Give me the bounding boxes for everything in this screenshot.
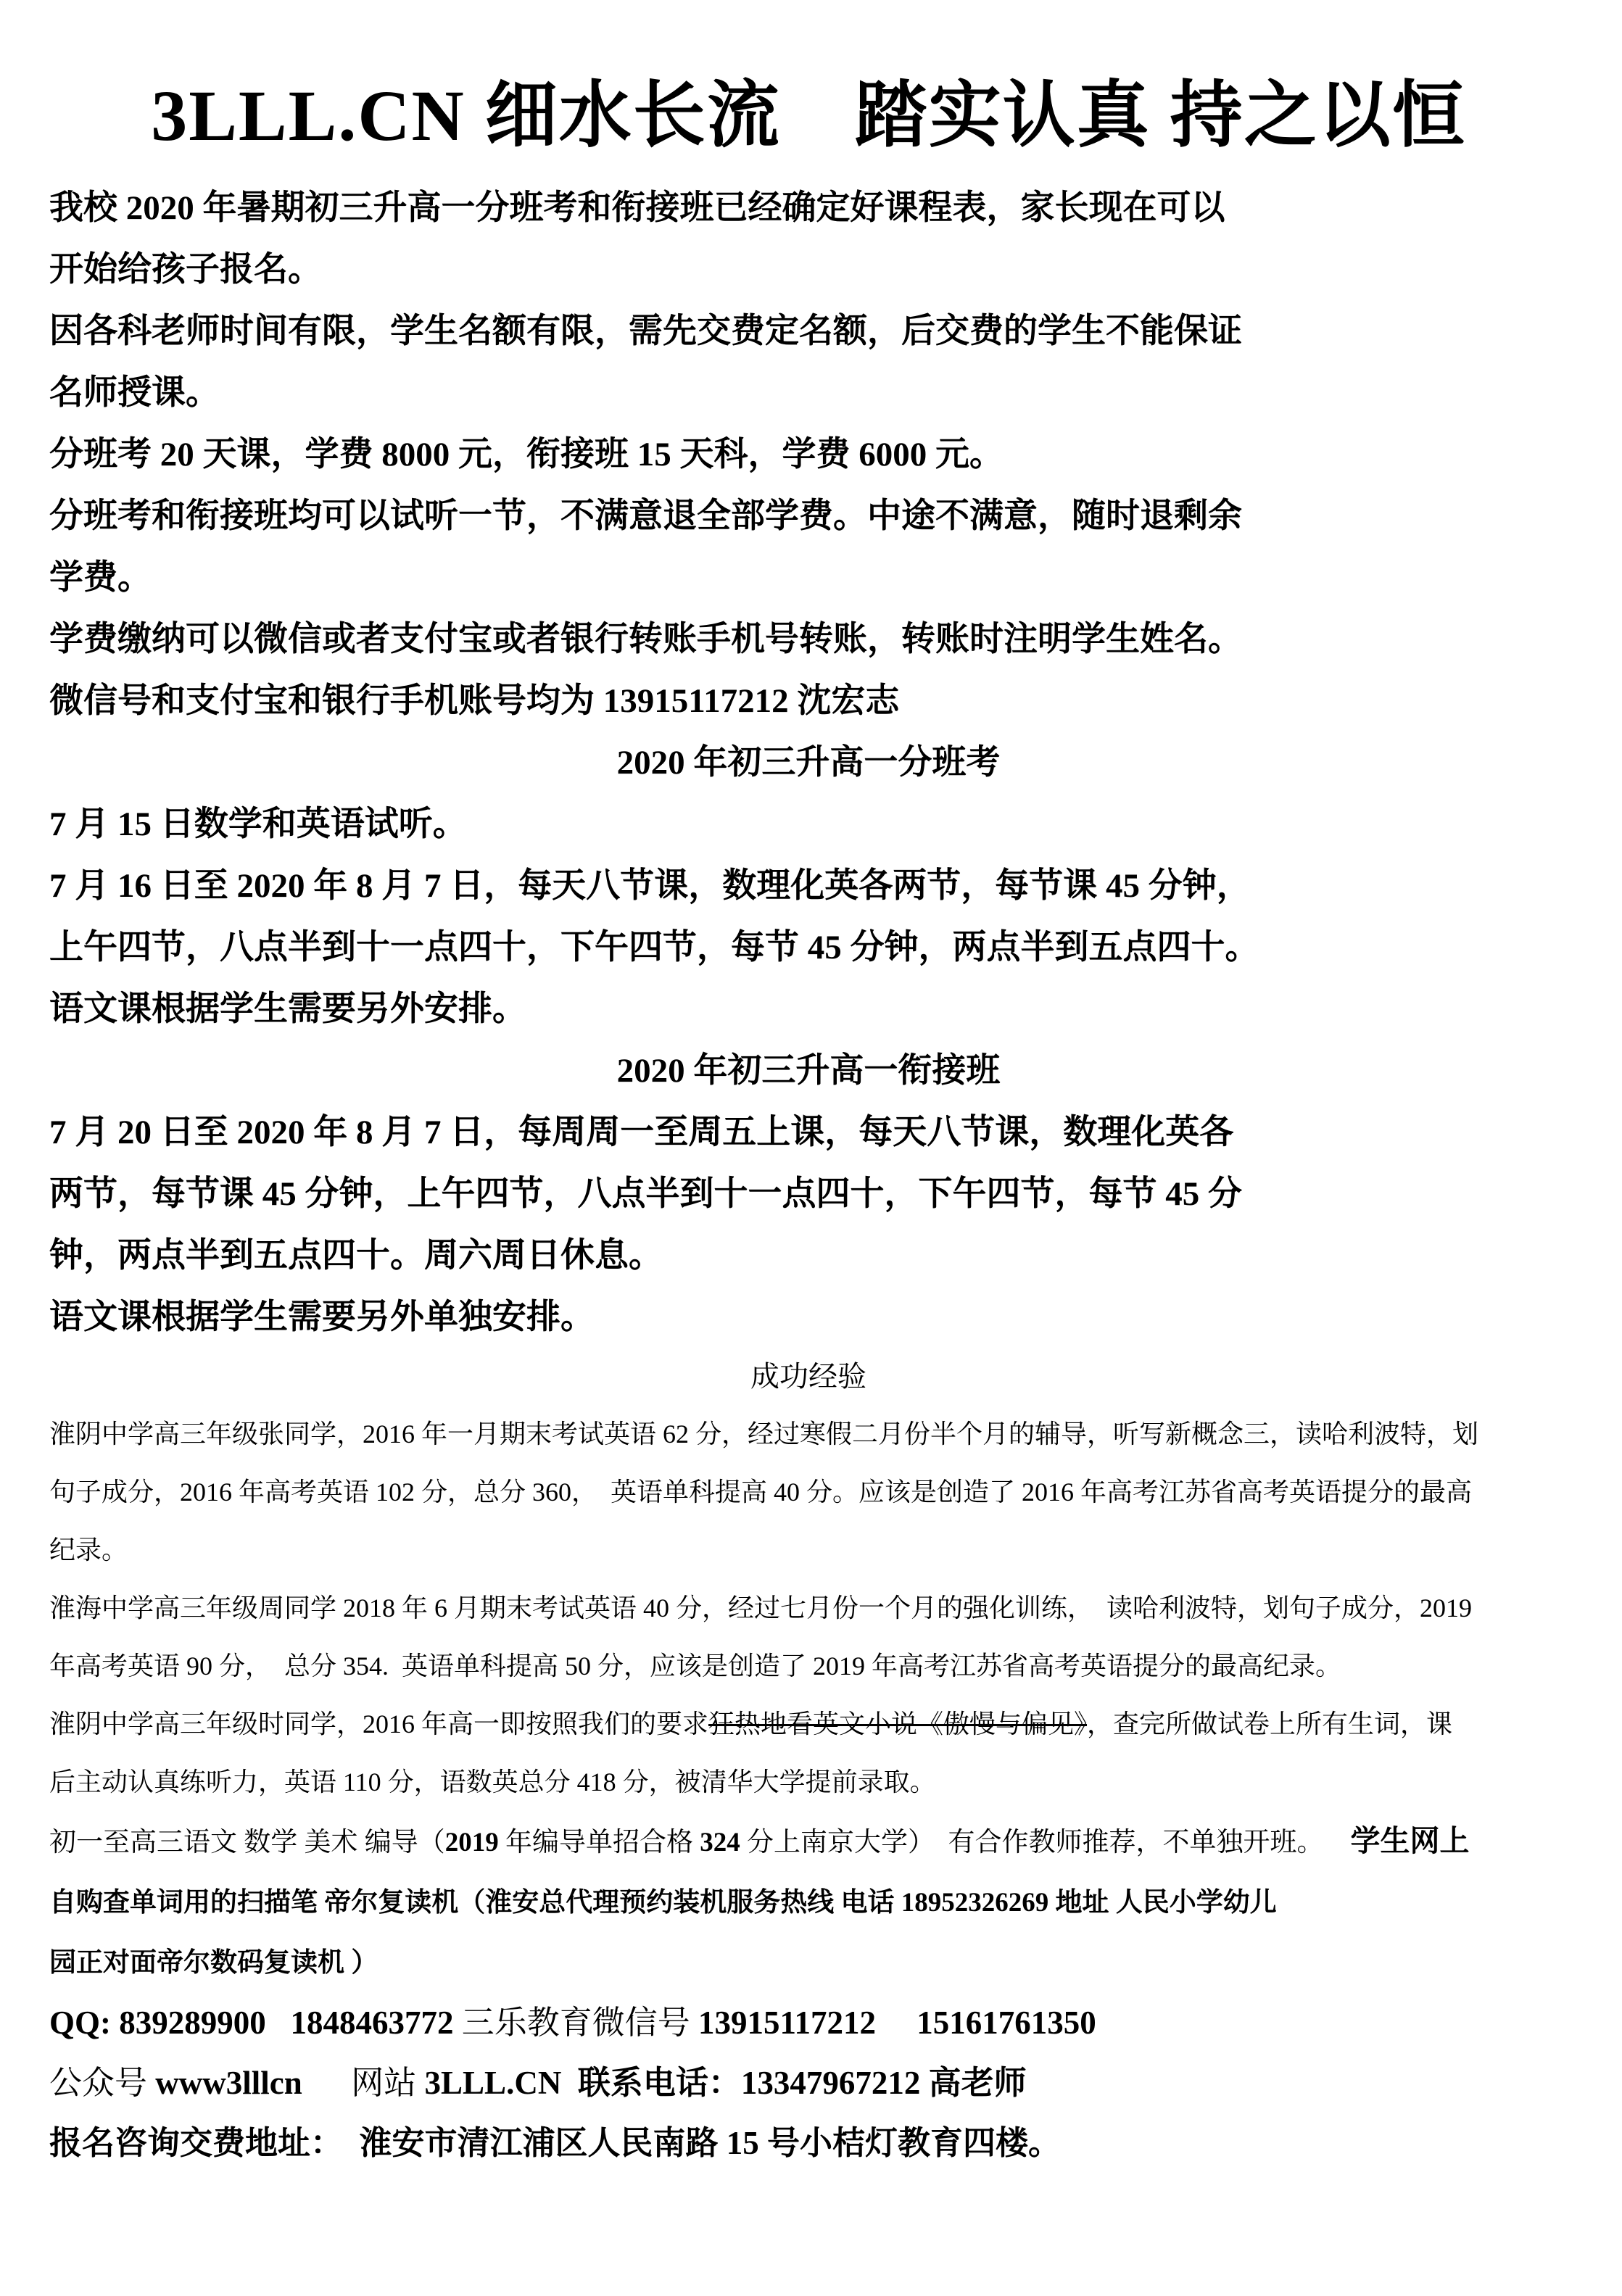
text-segment: 3LLL.CN bbox=[424, 2065, 562, 2101]
refund-line-1 bbox=[49, 486, 1568, 547]
teacher-limit-line-2 bbox=[49, 362, 1568, 424]
text-segment: 7 月 15 日数学和英语试听。 bbox=[49, 805, 467, 843]
success-heading bbox=[49, 1348, 1568, 1405]
teacher-limit-line-1 bbox=[49, 301, 1568, 362]
text-segment: 网站 bbox=[302, 2065, 425, 2101]
xianjie-line-2 bbox=[49, 1164, 1568, 1225]
strikethrough-text: 狂热地看英文小说《傲慢与偏见》 bbox=[708, 1709, 1088, 1738]
text-segment: 园正对面帝尔数码复读机 ） bbox=[49, 1948, 378, 1978]
text-segment: 三乐教育微信号 bbox=[461, 2005, 699, 2041]
fenban-line-3 bbox=[49, 917, 1568, 979]
text-segment: 分班考和衔接班均可以试听一节，不满意退全部学费。中途不满意，随时退剩余 bbox=[49, 497, 1242, 535]
success-line-3 bbox=[49, 1521, 1568, 1579]
text-segment: 7 月 20 日至 2020 年 8 月 7 日，每周周一至周五上课，每天八节课，数理化英各 bbox=[49, 1114, 1234, 1151]
success-line-4 bbox=[49, 1579, 1568, 1637]
text-segment bbox=[561, 2065, 578, 2101]
courses-note-line-1 bbox=[49, 1811, 1568, 1873]
text-segment: 报名咨询交费地址： 淮安市清江浦区人民南路 15 号小桔灯教育四楼。 bbox=[49, 2125, 1062, 2161]
text-segment: 淮阴中学高三年级时同学，2016 年高一即按照我们的要求 bbox=[49, 1709, 709, 1738]
fenban-line-1 bbox=[49, 794, 1568, 855]
text-segment: 3LLL.CN 细水长流 踏实认真 持之以恒 bbox=[151, 75, 1466, 156]
text-segment: 微信号和支付宝和银行手机账号均为 13915117212 沈宏志 bbox=[49, 682, 900, 720]
text-segment: 7 月 16 日至 2020 年 8 月 7 日，每天八节课，数理化英各两节，每节课 45 分钟， bbox=[49, 867, 1251, 905]
text-segment: 名师授课。 bbox=[49, 374, 220, 412]
text-segment: 语文课根据学生需要另外安排。 bbox=[49, 990, 526, 1028]
text-segment: 联系电话：13347967212 高老师 bbox=[577, 2065, 1027, 2101]
xianjie-line-1 bbox=[49, 1102, 1568, 1164]
fenban-heading bbox=[49, 732, 1568, 794]
text-segment: 因各科老师时间有限，学生名额有限，需先交费定名额，后交费的学生不能保证 bbox=[49, 312, 1242, 350]
text-segment: 开始给孩子报名。 bbox=[49, 251, 322, 289]
text-segment: 年编导单招合格 bbox=[498, 1828, 700, 1857]
text-segment: 13915117212 15161761350 bbox=[698, 2005, 1096, 2041]
success-line-5 bbox=[49, 1637, 1568, 1695]
text-segment: 324 bbox=[700, 1828, 740, 1857]
text-segment: QQ: 839289900 1848463772 bbox=[49, 2005, 462, 2041]
text-segment: 初一至高三语文 数学 美术 编导（ bbox=[49, 1828, 445, 1857]
xianjie-line-4 bbox=[49, 1287, 1568, 1348]
xianjie-line-3 bbox=[49, 1225, 1568, 1287]
refund-line-2 bbox=[49, 547, 1568, 609]
text-segment: 公众号 bbox=[49, 2065, 156, 2101]
text-segment: 上午四节，八点半到十一点四十，下午四节，每节 45 分钟，两点半到五点四十。 bbox=[49, 929, 1259, 966]
text-segment: 2020 年初三升高一分班考 bbox=[616, 744, 1001, 782]
contact-web-line bbox=[49, 2053, 1568, 2113]
text-segment: 语文课根据学生需要另外单独安排。 bbox=[49, 1298, 595, 1336]
text-segment: www3lllcn bbox=[155, 2065, 302, 2101]
text-segment: 我校 2020 年暑期初三升高一分班考和衔接班已经确定好课程表，家长现在可以 bbox=[49, 189, 1225, 227]
text-segment: 自购查单词用的扫描笔 帝尔复读机（淮安总代理预约装机服务热线 电话 18952326269 地址 人民小学幼儿 bbox=[49, 1888, 1277, 1918]
text-segment: 两节，每节课 45 分钟，上午四节，八点半到十一点四十，下午四节，每节 45 分 bbox=[49, 1175, 1242, 1213]
text-segment: ，查完所做试卷上所有生词，课 bbox=[1087, 1709, 1453, 1738]
text-segment: 纪录。 bbox=[49, 1535, 128, 1564]
text-segment: 成功经验 bbox=[750, 1360, 866, 1393]
text-segment: 学费缴纳可以微信或者支付宝或者银行转账手机号转账，转账时注明学生姓名。 bbox=[49, 621, 1242, 658]
text-segment: 句子成分，2016 年高考英语 102 分，总分 360， 英语单科提高 40 分。应该是创造了 2016 年高考江苏省高考英语提分的最高 bbox=[49, 1478, 1473, 1507]
text-segment: 年高考英语 90 分， 总分 354. 英语单科提高 50 分，应该是创造了 2019 年高考江苏省高考英语提分的最高纪录。 bbox=[49, 1651, 1342, 1680]
text-segment: 学生网上 bbox=[1350, 1824, 1470, 1857]
courses-note-line-3 bbox=[49, 1933, 1568, 1993]
xianjie-heading bbox=[49, 1040, 1568, 1102]
contact-qq-line bbox=[49, 1993, 1568, 2053]
text-segment: 钟，两点半到五点四十。周六周日休息。 bbox=[49, 1237, 663, 1275]
success-line-7 bbox=[49, 1753, 1568, 1811]
text-segment: 学费。 bbox=[49, 559, 152, 597]
fenban-line-4 bbox=[49, 979, 1568, 1040]
text-segment: 淮海中学高三年级周同学 2018 年 6 月期末考试英语 40 分，经过七月份一个月的强化训练， 读哈利波特，划句子成分，2019 bbox=[49, 1593, 1473, 1622]
fenban-line-2 bbox=[49, 855, 1568, 917]
tuition-line bbox=[49, 424, 1568, 486]
text-segment: 淮阴中学高三年级张同学，2016 年一月期末考试英语 62 分，经过寒假二月份半个月的辅导，听写新概念三，读哈利波特，划 bbox=[49, 1420, 1479, 1449]
text-segment: 2020 年初三升高一衔接班 bbox=[616, 1052, 1001, 1090]
success-line-1 bbox=[49, 1405, 1568, 1463]
intro-line-1 bbox=[49, 178, 1568, 239]
success-line-6 bbox=[49, 1695, 1568, 1753]
text-segment: 分班考 20 天课，学费 8000 元，衔接班 15 天科，学费 6000 元。 bbox=[49, 436, 1004, 473]
page-title bbox=[49, 62, 1568, 170]
courses-note-line-2 bbox=[49, 1873, 1568, 1933]
text-segment: 后主动认真练听力，英语 110 分，语数英总分 418 分，被清华大学提前录取。 bbox=[49, 1767, 936, 1796]
intro-line-2 bbox=[49, 239, 1568, 301]
text-segment: 2019 bbox=[444, 1828, 499, 1857]
payment-line-1 bbox=[49, 609, 1568, 671]
payment-line-2 bbox=[49, 671, 1568, 732]
address-line bbox=[49, 2113, 1568, 2173]
text-segment: 分上南京大学） 有合作教师推荐，不单独开班。 bbox=[740, 1828, 1351, 1857]
success-line-2 bbox=[49, 1463, 1568, 1521]
